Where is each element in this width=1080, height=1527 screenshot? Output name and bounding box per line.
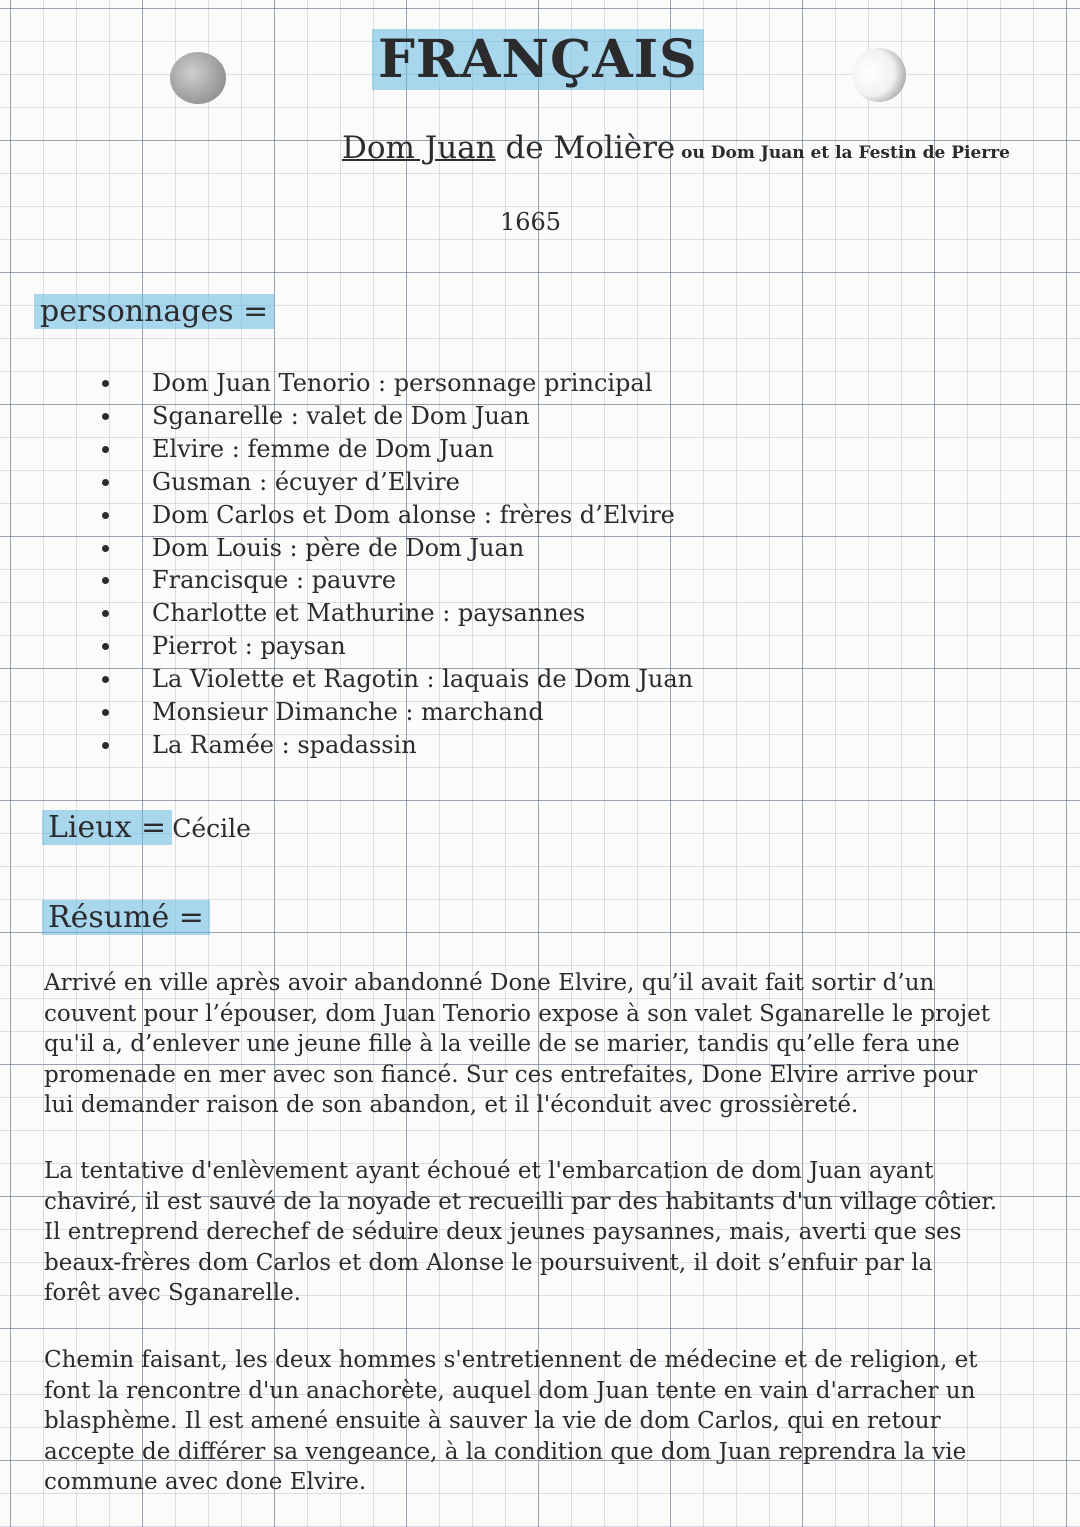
text-line: font la rencontre d'un anachorète, auquel dom Juan tente en vain d'arracher un	[44, 1377, 976, 1404]
text-line: Il entreprend derechef de séduire deux jeunes paysannes, mais, averti que ses	[44, 1219, 962, 1246]
page-title: FRANÇAIS	[372, 28, 704, 92]
binder-hole-right	[852, 48, 906, 102]
text-line: La tentative d'enlèvement ayant échoué et l'embarcation de dom Juan ayant	[44, 1158, 934, 1184]
list-item: La Ramée : spadassin	[152, 729, 693, 762]
text-line: couvent pour l’épouser, dom Juan Tenorio expose à son valet Sganarelle le projet	[44, 1000, 990, 1027]
work-author: de Molière	[495, 130, 676, 166]
personnages-list	[152, 367, 693, 762]
lieux-value: Cécile	[172, 814, 251, 843]
list-item: Sganarelle : valet de Dom Juan	[152, 400, 693, 433]
work-alt-title: ou Dom Juan et la Festin de Pierre	[675, 143, 1010, 163]
text-line: Arrivé en ville après avoir abandonné Done Elvire, qu’il avait fait sortir d’un	[44, 970, 935, 996]
list-item: Monsieur Dimanche : marchand	[152, 696, 693, 729]
text-line: promenade en mer avec son fiancé. Sur ces entrefaites, Done Elvire arrive pour	[44, 1061, 978, 1088]
resume-paragraph-3	[44, 1345, 1044, 1498]
resume-paragraph-2	[44, 1156, 1044, 1309]
lieux-heading: Lieux = Cécile	[42, 808, 251, 849]
personnages-heading: personnages =	[34, 292, 274, 332]
list-item: Gusman : écuyer d’Elvire	[152, 466, 693, 499]
binder-hole-left	[170, 52, 226, 104]
list-item: Pierrot : paysan	[152, 630, 693, 663]
list-item: Francisque : pauvre	[152, 564, 693, 597]
publication-year: 1665	[500, 208, 562, 236]
text-line: Chemin faisant, les deux hommes s'entretiennent de médecine et de religion, et	[44, 1347, 978, 1373]
resume-heading: Résumé =	[42, 898, 210, 938]
text-line: commune avec done Elvire.	[44, 1469, 367, 1496]
list-item: Dom Carlos et Dom alonse : frères d’Elvire	[152, 499, 693, 532]
text-line: accepte de différer sa vengeance, à la condition que dom Juan reprendra la vie	[44, 1438, 967, 1465]
text-line: chaviré, il est sauvé de la noyade et recueilli par des habitants d'un village côtier.	[44, 1188, 998, 1215]
list-item: Charlotte et Mathurine : paysannes	[152, 597, 693, 630]
text-line: blasphème. Il est amené ensuite à sauver la vie de dom Carlos, qui en retour	[44, 1408, 941, 1435]
text-line: lui demander raison de son abandon, et il l'éconduit avec grossièreté.	[44, 1092, 859, 1119]
text-line: beaux-frères dom Carlos et dom Alonse le poursuivent, il doit s’enfuir par la	[44, 1249, 933, 1276]
list-item: Dom Louis : père de Dom Juan	[152, 532, 693, 565]
list-item: Elvire : femme de Dom Juan	[152, 433, 693, 466]
resume-paragraph-1	[44, 968, 1044, 1121]
text-line: forêt avec Sganarelle.	[44, 1280, 301, 1307]
text-line: qu'il a, d’enlever une jeune fille à la veille de se marier, tandis qu’elle fera une	[44, 1031, 960, 1058]
work-title: Dom Juan	[342, 130, 496, 166]
list-item: La Violette et Ragotin : laquais de Dom Juan	[152, 663, 693, 696]
list-item: Dom Juan Tenorio : personnage principal	[152, 367, 693, 400]
work-heading	[342, 128, 1010, 173]
